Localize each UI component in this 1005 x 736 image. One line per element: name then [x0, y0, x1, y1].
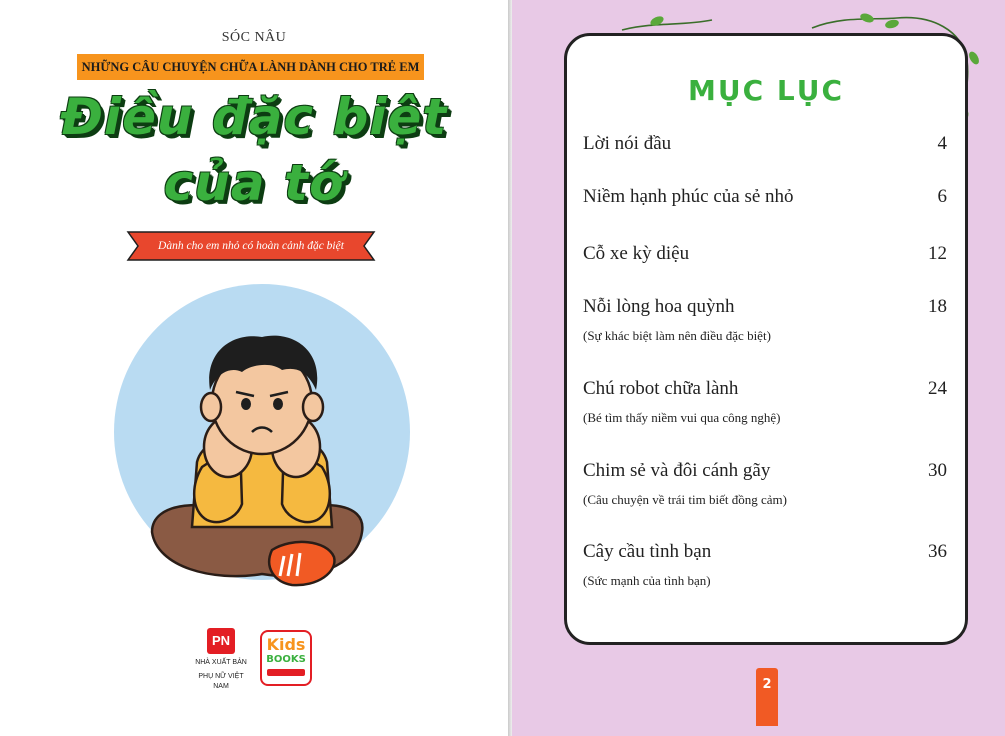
toc-entry-page: 6: [937, 186, 947, 207]
toc-entry[interactable]: [583, 186, 947, 246]
imprint-books: BOOKS: [266, 654, 306, 665]
book-title-line-2: của tớ: [163, 154, 345, 212]
toc-entry-title: Lời nói đầu: [583, 133, 672, 154]
boy-illustration: [112, 282, 412, 602]
publisher-name-line-2: PHỤ NỮ VIỆT NAM: [198, 673, 244, 690]
book-title-line-1: Điều đặc biệt: [60, 88, 448, 146]
publisher-logo: [190, 628, 252, 688]
toc-entry[interactable]: [583, 243, 947, 303]
toc-entry-title: Nỗi lòng hoa quỳnh: [583, 296, 735, 317]
toc-entry-page: 4: [937, 133, 947, 154]
toc-entry-page: 36: [928, 541, 947, 562]
tagline-text: Dành cho em nhỏ có hoàn cảnh đặc biệt: [158, 240, 344, 252]
toc-entry-subtitle: (Câu chuyện về trái tim biết đồng cảm): [583, 492, 787, 507]
author-name: SÓC NÂU: [221, 30, 287, 45]
toc-entry-title: Chú robot chữa lành: [583, 378, 739, 399]
page-number-tab: 2: [756, 668, 778, 726]
logo-strip: [267, 669, 305, 676]
toc-entry[interactable]: [583, 541, 947, 601]
toc-entry-page: 24: [928, 378, 947, 399]
publisher-logos: [190, 628, 320, 688]
toc-heading: MỤC LỤC: [687, 74, 845, 107]
toc-entry-title: Chim sẻ và đôi cánh gãy: [583, 460, 771, 481]
toc-entry[interactable]: [583, 460, 947, 520]
toc-entry[interactable]: [583, 378, 947, 438]
series-title: NHỮNG CÂU CHUYỆN CHỮA LÀNH DÀNH CHO TRẺ EM: [81, 59, 420, 74]
toc-entry[interactable]: [583, 296, 947, 356]
toc-entry-subtitle: (Sức mạnh của tình bạn): [583, 573, 711, 588]
imprint-kids: Kids: [266, 635, 306, 654]
toc-entry-title: Cây cầu tình bạn: [583, 541, 712, 562]
toc-entry-subtitle: (Sự khác biệt làm nên điều đặc biệt): [583, 328, 771, 343]
toc-entry-page: 12: [928, 243, 947, 264]
toc-entry-page: 30: [928, 460, 947, 481]
toc-entry-title: Cỗ xe kỳ diệu: [583, 243, 690, 264]
kids-books-logo: [260, 630, 312, 686]
toc-entry-page: 18: [928, 296, 947, 317]
toc-entry-subtitle: (Bé tìm thấy niềm vui qua công nghệ): [583, 410, 781, 425]
toc-entry[interactable]: [583, 133, 947, 193]
toc-entry-title: Niềm hạnh phúc của sẻ nhỏ: [583, 186, 794, 207]
publisher-mark: PN: [207, 628, 235, 654]
publisher-name-line-1: NHÀ XUẤT BẢN: [195, 659, 247, 666]
series-banner: [77, 54, 424, 80]
